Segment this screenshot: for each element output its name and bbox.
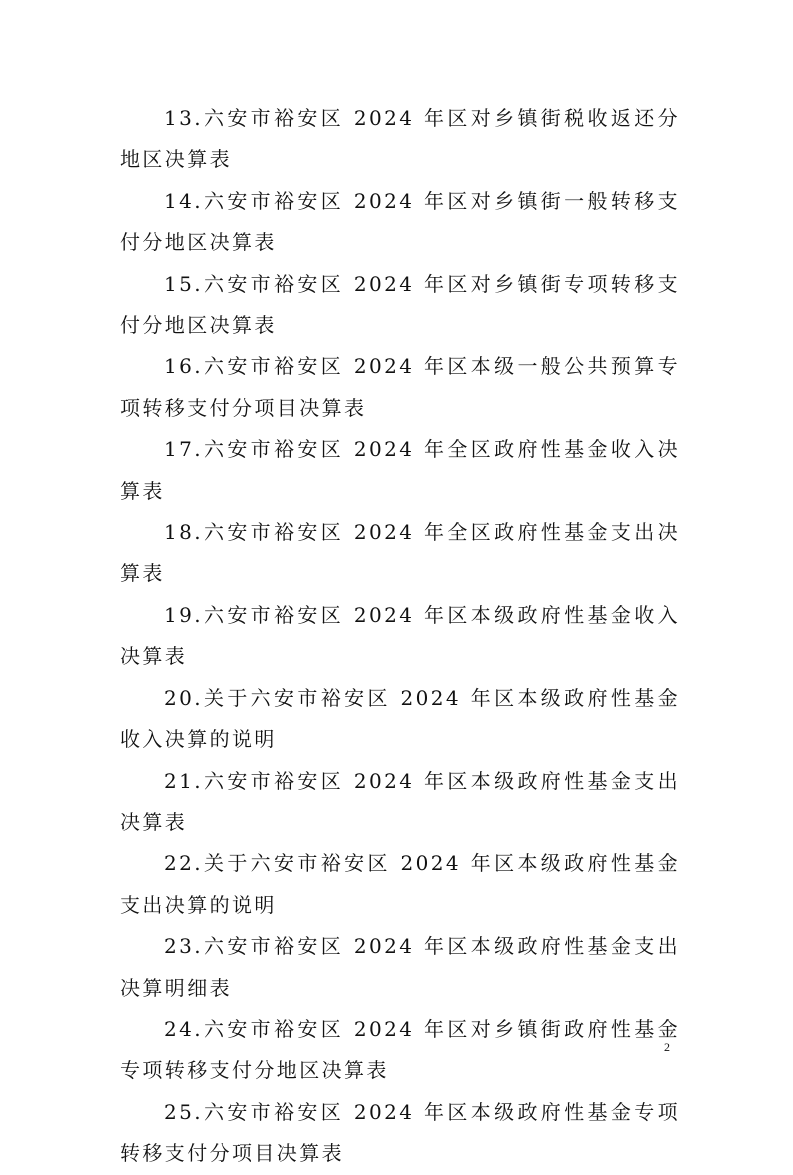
list-item: 20.关于六安市裕安区 2024 年区本级政府性基金收入决算的说明 [120, 685, 680, 752]
list-item: 17.六安市裕安区 2024 年全区政府性基金收入决算表 [120, 437, 680, 503]
list-item: 24.六安市裕安区 2024 年区对乡镇街政府性基金专项转移支付分地区决算表 [120, 1016, 680, 1083]
list-item: 19.六安市裕安区 2024 年区本级政府性基金收入决算表 [120, 602, 680, 669]
list-item: 21.六安市裕安区 2024 年区本级政府性基金支出决算表 [120, 768, 680, 834]
list-item: 14.六安市裕安区 2024 年区对乡镇街一般转移支付分地区决算表 [120, 188, 680, 255]
list-item: 18.六安市裕安区 2024 年全区政府性基金支出决算表 [120, 520, 680, 586]
list-item: 16.六安市裕安区 2024 年区本级一般公共预算专项转移支付分项目决算表 [120, 354, 680, 420]
page-number: 2 [664, 1040, 670, 1054]
list-item: 22.关于六安市裕安区 2024 年区本级政府性基金支出决算的说明 [120, 851, 680, 917]
document-body [120, 98, 680, 1175]
list-item: 15.六安市裕安区 2024 年区对乡镇街专项转移支付分地区决算表 [120, 271, 680, 338]
list-item: 13.六安市裕安区 2024 年区对乡镇街税收返还分地区决算表 [120, 106, 680, 172]
list-item: 23.六安市裕安区 2024 年区本级政府性基金支出决算明细表 [120, 934, 680, 1000]
list-item: 25.六安市裕安区 2024 年区本级政府性基金专项转移支付分项目决算表 [120, 1099, 680, 1166]
